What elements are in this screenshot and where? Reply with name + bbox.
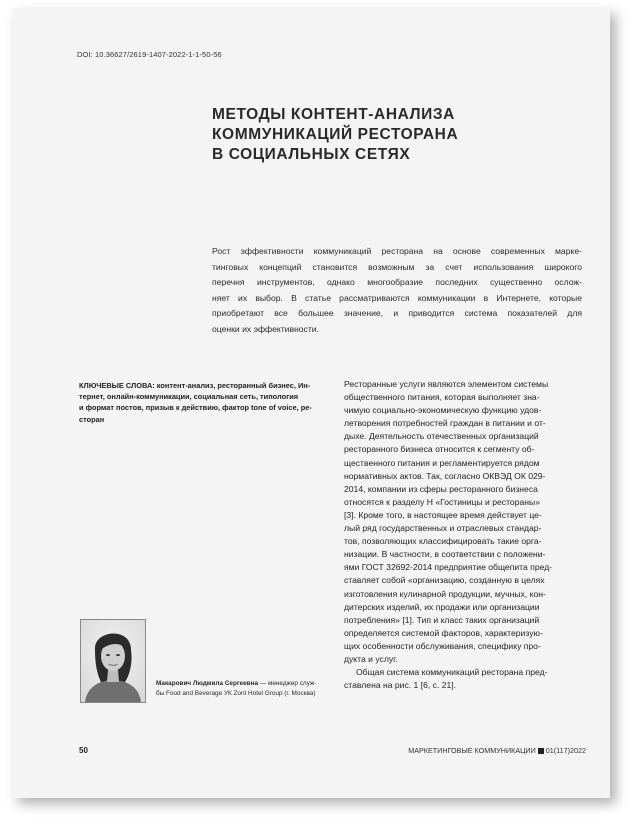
title-line: МЕТОДЫ КОНТЕНТ-АНАЛИЗА [212, 106, 455, 123]
journal-name: МАРКЕТИНГОВЫЕ КОММУНИКАЦИИ [408, 746, 536, 755]
journal-issue: 01(117)2022 [545, 746, 586, 755]
author-name: Макарович Людмила Сергеевна [156, 680, 259, 687]
body-line: общественного питания, которая выполняет зна- [344, 392, 540, 403]
black-square-icon [538, 748, 544, 754]
abstract-line: тинговых концепций становится возможным за счет использования широкого [212, 261, 582, 272]
body-line: 2014, компании из сферы ресторанного бизнеса [344, 483, 538, 494]
author-portrait-image [81, 620, 145, 702]
body-line: лый ряд государственных и отраслевых стандар- [344, 523, 542, 534]
body-line: Общая система коммуникаций ресторана пред- [356, 667, 548, 678]
page-number: 50 [79, 746, 88, 755]
article-title [212, 105, 542, 165]
keywords-line: сторан [79, 414, 105, 424]
body-line: относятся к разделу Н «Гостиницы и рестораны» [344, 496, 540, 507]
body-line: Ресторанные услуги являются элементом системы [344, 379, 549, 389]
abstract-line: приобретают все большее значение, и приводится система показателей для [212, 308, 582, 319]
body-line: ями ГОСТ 32692-2014 предприятие общепита пред- [344, 562, 553, 573]
body-line: щественного питания и регламентируется рядом [344, 457, 540, 468]
body-line: дукта и услуг. [344, 653, 398, 664]
author-info [156, 679, 346, 700]
body-line: щих особенности обслуживания, специфику про- [344, 640, 541, 651]
body-line: ресторанного бизнеса относится к сегменту об- [344, 444, 535, 455]
keywords [79, 380, 337, 425]
abstract-line: оценки их эффективности. [212, 323, 319, 334]
keywords-line: и формат постов, призыв к действию, фактор tone of voice, ре- [79, 403, 312, 413]
keywords-line: КЛЮЧЕВЫЕ СЛОВА: контент-анализ, ресторанный бизнес, Ин- [79, 381, 311, 390]
body-line: ставлена на рис. 1 [6, с. 21]. [344, 680, 457, 691]
author-line [156, 679, 346, 689]
body-line: [3]. Кроме того, в настоящее время действует це- [344, 509, 542, 520]
title-line: КОММУНИКАЦИЙ РЕСТОРАНА [212, 126, 459, 143]
keywords-line: тернет, онлайн-коммуникации, социальная сеть, типология [79, 392, 299, 402]
journal-footer [408, 746, 586, 755]
body-line: дитерских изделий, их продажи или организации [344, 601, 540, 612]
abstract-line: няет их выбор. В статье рассматриваются коммуникации в Интернете, которые [212, 292, 582, 303]
author-affiliation: бы Food and Beverage УК Zont Hotel Group (г. Москва) [156, 690, 316, 698]
author-role: — менеджер служ- [258, 680, 317, 687]
body-line: нормативных актов. Так, согласно ОКВЭД ОК 029- [344, 470, 546, 481]
body-line: определяется системой факторов, характеризую- [344, 627, 543, 638]
body-line: изготовления кулинарной продукции, мучных, кон- [344, 588, 546, 599]
article-body [344, 378, 588, 692]
body-line: низации. В частности, в соответствии с положени- [344, 549, 546, 560]
body-line: ставляет собой «организацию, созданную в целях [344, 575, 545, 586]
title-line: В СОЦИАЛЬНЫХ СЕТЯХ [212, 146, 411, 163]
journal-page [12, 8, 610, 798]
doi: DOI: 10.36627/2619-1407-2022-1-1-50-56 [77, 50, 222, 59]
abstract-line: Рост эффективности коммуникаций ресторана на основе современных марке- [212, 246, 582, 256]
body-line: летворения потребностей граждан в питании и от- [344, 418, 546, 429]
author-photo [80, 619, 146, 703]
body-line: дыхе. Деятельность отечественных организаций [344, 431, 539, 442]
body-line: потребления» [1]. Тип и класс таких организаций [344, 614, 540, 625]
body-line: тов, позволяющих классифицировать такие орга- [344, 536, 542, 547]
abstract-line: перечня инструментов, однако многообразие последних существенно ослож- [212, 277, 582, 288]
abstract [212, 244, 582, 338]
body-line: чимую социально-экономическую функцию удов- [344, 405, 542, 416]
